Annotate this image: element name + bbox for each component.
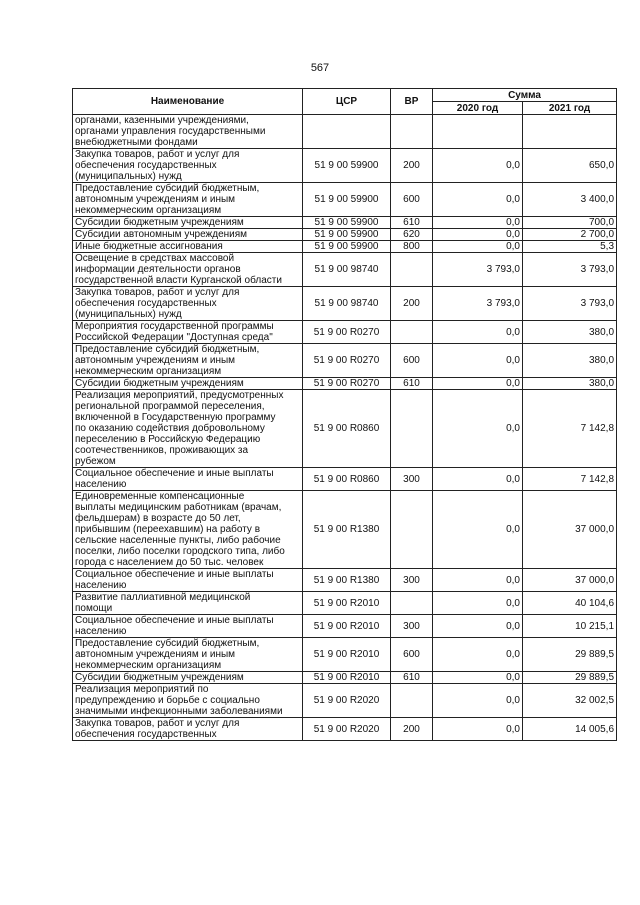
table-body [73,115,617,741]
row-name-cell: Развитие паллиативной медицинской помощи [73,592,303,615]
row-2021-cell: 7 142,8 [523,468,617,491]
row-name-cell: Субсидии бюджетным учреждениям [73,217,303,229]
page-number: 567 [310,62,330,74]
row-csr-cell: 51 9 00 R1380 [303,491,391,569]
row-csr-cell: 51 9 00 59900 [303,183,391,217]
row-name-cell: Субсидии бюджетным учреждениям [73,378,303,390]
row-vr-cell: 800 [391,241,433,253]
row-name-cell: Предоставление субсидий бюджетным, автономным учреждениям и иным некоммерческим организациям [73,638,303,672]
row-2021-cell: 380,0 [523,378,617,390]
row-vr-cell: 610 [391,672,433,684]
table-row [73,217,617,229]
row-csr-cell: 51 9 00 R0270 [303,321,391,344]
row-2021-cell: 14 005,6 [523,718,617,741]
row-2021-cell: 5,3 [523,241,617,253]
row-csr-cell: 51 9 00 59900 [303,217,391,229]
row-vr-cell: 610 [391,378,433,390]
table-row [73,149,617,183]
row-vr-cell: 600 [391,183,433,217]
row-2021-cell: 380,0 [523,344,617,378]
row-2020-cell: 0,0 [433,592,523,615]
row-2021-cell [523,115,617,149]
table-row [73,241,617,253]
row-name-cell: Субсидии бюджетным учреждениям [73,672,303,684]
table-row [73,638,617,672]
row-vr-cell: 200 [391,287,433,321]
row-name-cell: Реализация мероприятий, предусмотренных региональной программой переселения, включенной в Государственную программу по оказанию содействия добровольному переселению в Российскую Федерацию соотечественников, проживающих за рубежом [73,390,303,468]
row-vr-cell: 600 [391,344,433,378]
row-vr-cell: 300 [391,569,433,592]
row-csr-cell: 51 9 00 R2020 [303,718,391,741]
table-row [73,183,617,217]
row-2021-cell: 2 700,0 [523,229,617,241]
row-vr-cell: 200 [391,718,433,741]
row-csr-cell: 51 9 00 R0270 [303,344,391,378]
row-2020-cell: 0,0 [433,615,523,638]
row-csr-cell: 51 9 00 R0860 [303,468,391,491]
table-row [73,491,617,569]
row-vr-cell [391,592,433,615]
row-name-cell: Реализация мероприятий по предупреждению и борьбе с социально значимыми инфекционными заболеваниями [73,684,303,718]
column-header-2020: 2020 год [433,102,523,115]
row-name-cell: Иные бюджетные ассигнования [73,241,303,253]
row-2021-cell: 40 104,6 [523,592,617,615]
row-name-cell: Субсидии автономным учреждениям [73,229,303,241]
column-header-csr: ЦСР [303,89,391,115]
row-vr-cell: 600 [391,638,433,672]
row-vr-cell: 300 [391,468,433,491]
row-2020-cell: 0,0 [433,468,523,491]
row-2021-cell: 3 400,0 [523,183,617,217]
row-2020-cell: 0,0 [433,718,523,741]
row-2020-cell: 0,0 [433,638,523,672]
row-2020-cell: 3 793,0 [433,253,523,287]
row-csr-cell: 51 9 00 R2010 [303,672,391,684]
header-row-top [73,89,617,102]
row-vr-cell: 200 [391,149,433,183]
row-2021-cell: 32 002,5 [523,684,617,718]
table-row [73,253,617,287]
row-2020-cell: 0,0 [433,390,523,468]
row-csr-cell: 51 9 00 R1380 [303,569,391,592]
column-header-sum: Сумма [433,89,617,102]
row-csr-cell: 51 9 00 R2010 [303,615,391,638]
row-2021-cell: 10 215,1 [523,615,617,638]
row-csr-cell: 51 9 00 59900 [303,241,391,253]
column-header-name: Наименование [73,89,303,115]
row-name-cell: Мероприятия государственной программы Российской Федерации "Доступная среда" [73,321,303,344]
table-row [73,615,617,638]
row-vr-cell [391,321,433,344]
row-csr-cell: 51 9 00 59900 [303,149,391,183]
row-2021-cell: 37 000,0 [523,491,617,569]
column-header-vr: ВР [391,89,433,115]
row-2021-cell: 37 000,0 [523,569,617,592]
row-csr-cell [303,115,391,149]
row-2020-cell: 0,0 [433,229,523,241]
row-name-cell: органами, казенными учреждениями, органами управления государственными внебюджетными фондами [73,115,303,149]
row-name-cell: Предоставление субсидий бюджетным, автономным учреждениям и иным некоммерческим организациям [73,183,303,217]
row-2020-cell: 3 793,0 [433,287,523,321]
row-vr-cell [391,253,433,287]
row-2020-cell: 0,0 [433,321,523,344]
table-row [73,229,617,241]
budget-table [72,88,617,741]
row-csr-cell: 51 9 00 R2010 [303,592,391,615]
row-2020-cell: 0,0 [433,183,523,217]
row-csr-cell: 51 9 00 98740 [303,287,391,321]
row-csr-cell: 51 9 00 98740 [303,253,391,287]
row-2020-cell: 0,0 [433,149,523,183]
row-csr-cell: 51 9 00 59900 [303,229,391,241]
row-name-cell: Социальное обеспечение и иные выплаты населению [73,615,303,638]
row-vr-cell [391,115,433,149]
row-2021-cell: 3 793,0 [523,287,617,321]
row-name-cell: Единовременные компенсационные выплаты медицинским работникам (врачам, фельдшерам) в возрасте до 50 лет, прибывшим (переехавшим) на работу в сельские населенные пункты, либо рабочие поселки, либо поселки городского типа, либо города с населением до 50 тыс. человек [73,491,303,569]
table-row [73,344,617,378]
table-row [73,684,617,718]
row-csr-cell: 51 9 00 R2020 [303,684,391,718]
row-name-cell: Закупка товаров, работ и услуг для обеспечения государственных (муниципальных) нужд [73,287,303,321]
row-name-cell: Закупка товаров, работ и услуг для обеспечения государственных [73,718,303,741]
table-row [73,592,617,615]
table-row [73,718,617,741]
row-2021-cell: 650,0 [523,149,617,183]
table-row [73,287,617,321]
row-vr-cell [391,491,433,569]
row-2020-cell: 0,0 [433,569,523,592]
row-2020-cell: 0,0 [433,217,523,229]
row-2021-cell: 7 142,8 [523,390,617,468]
row-csr-cell: 51 9 00 R0860 [303,390,391,468]
row-2020-cell: 0,0 [433,241,523,253]
table-row [73,321,617,344]
row-vr-cell [391,684,433,718]
table-row [73,115,617,149]
row-2020-cell: 0,0 [433,684,523,718]
row-2021-cell: 29 889,5 [523,638,617,672]
table-row [73,569,617,592]
row-name-cell: Социальное обеспечение и иные выплаты населению [73,468,303,491]
row-2020-cell: 0,0 [433,378,523,390]
row-2021-cell: 380,0 [523,321,617,344]
table-row [73,378,617,390]
row-name-cell: Предоставление субсидий бюджетным, автономным учреждениям и иным некоммерческим организациям [73,344,303,378]
row-2020-cell: 0,0 [433,491,523,569]
row-name-cell: Социальное обеспечение и иные выплаты населению [73,569,303,592]
row-2021-cell: 3 793,0 [523,253,617,287]
table-row [73,672,617,684]
row-2020-cell [433,115,523,149]
row-name-cell: Закупка товаров, работ и услуг для обеспечения государственных (муниципальных) нужд [73,149,303,183]
column-header-2021: 2021 год [523,102,617,115]
row-2021-cell: 700,0 [523,217,617,229]
row-vr-cell: 620 [391,229,433,241]
row-csr-cell: 51 9 00 R2010 [303,638,391,672]
row-vr-cell [391,390,433,468]
row-vr-cell: 610 [391,217,433,229]
row-2020-cell: 0,0 [433,672,523,684]
table-row [73,468,617,491]
row-vr-cell: 300 [391,615,433,638]
row-2020-cell: 0,0 [433,344,523,378]
row-csr-cell: 51 9 00 R0270 [303,378,391,390]
table-row [73,390,617,468]
row-2021-cell: 29 889,5 [523,672,617,684]
row-name-cell: Освещение в средствах массовой информации деятельности органов государственной власти Курганской области [73,253,303,287]
